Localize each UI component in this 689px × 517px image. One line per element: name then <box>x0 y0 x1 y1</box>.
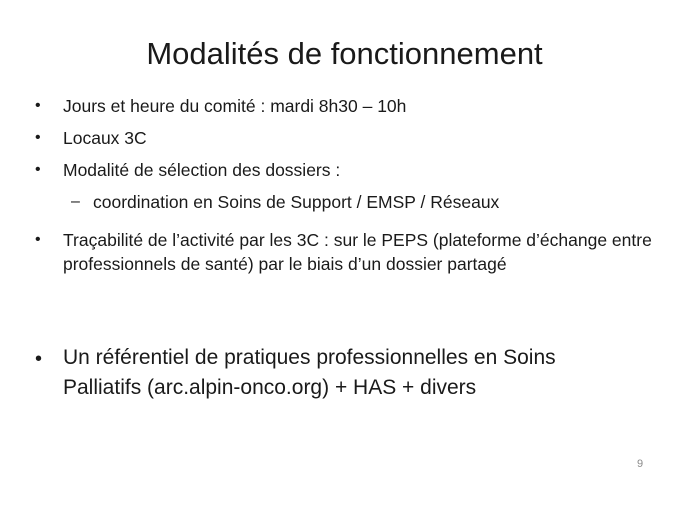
bullet-marker: • <box>35 348 43 370</box>
page-number: 9 <box>637 458 644 470</box>
sub-bullet-marker: – <box>71 193 80 210</box>
slide-title: Modalités de fonctionnement <box>146 36 543 71</box>
bullet-item-location <box>35 126 147 150</box>
bullet-marker: • <box>35 161 41 178</box>
bullet-item-selection <box>35 158 341 182</box>
bullet-text: Traçabilité de l’activité par les 3C : sur le PEPS (plateforme d’échange entre professionnels de santé) par le biais d’un dossier partagé <box>63 230 652 274</box>
bullet-text: Jours et heure du comité : mardi 8h30 – 10h <box>63 96 407 116</box>
bullet-marker: • <box>35 129 41 146</box>
sub-bullet-item-coordination <box>71 190 500 214</box>
bullet-text: Modalité de sélection des dossiers : <box>63 160 341 180</box>
bullet-marker: • <box>35 231 41 248</box>
bullet-item-traceability <box>35 228 663 276</box>
bullet-text: Un référentiel de pratiques professionnelles en Soins Palliatifs (arc.alpin-onco.org) + HAS + divers <box>63 346 556 399</box>
bullet-text: Locaux 3C <box>63 128 147 148</box>
bullet-item-schedule <box>35 94 407 118</box>
sub-bullet-text: coordination en Soins de Support / EMSP / Réseaux <box>93 192 500 212</box>
bullet-marker: • <box>35 97 41 114</box>
bullet-item-referential <box>35 343 633 403</box>
